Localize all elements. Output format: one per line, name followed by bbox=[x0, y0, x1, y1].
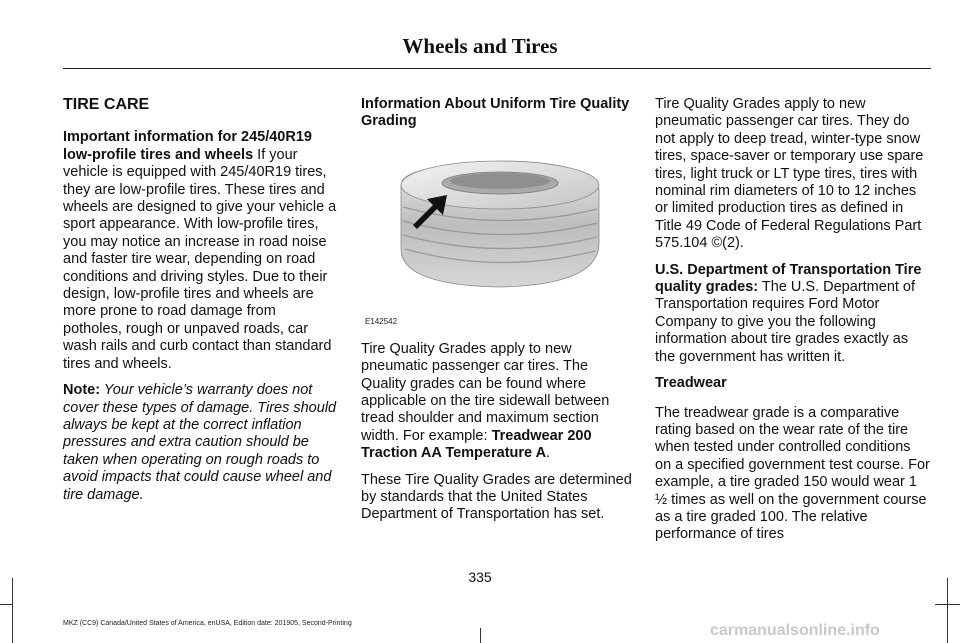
section-heading-tire-care: TIRE CARE bbox=[63, 96, 150, 113]
footer-text: MKZ (CC9) Canada/United States of America, enUSA, Edition date: 201905, Second-Printing bbox=[63, 620, 352, 627]
crop-mark-left-h bbox=[0, 604, 12, 605]
column-1 bbox=[63, 96, 338, 513]
tire-illustration bbox=[361, 137, 636, 312]
header-rule bbox=[63, 68, 931, 69]
section-heading-utqg: Information About Uniform Tire Quality Grading bbox=[361, 96, 630, 130]
paragraph-low-profile bbox=[63, 129, 338, 373]
tire-figure bbox=[361, 137, 636, 326]
paragraph-treadwear: The treadwear grade is a comparative rating based on the wear rate of the tire when tested under controlled conditions on a specified government test course. For example, a tire graded 150 would wear 1 ½ times as well on the government course as a tire graded 100. The relative performance of tires bbox=[655, 404, 930, 543]
note-paragraph bbox=[63, 382, 338, 504]
paragraph-standards: These Tire Quality Grades are determined by standards that the United States Department of Transportation has set. bbox=[361, 471, 632, 523]
watermark: carmanualsonline.info bbox=[710, 622, 880, 639]
page-header-title: Wheels and Tires bbox=[402, 34, 558, 58]
crop-mark-center bbox=[480, 628, 481, 643]
crop-mark-right bbox=[947, 578, 948, 643]
crop-mark-left bbox=[12, 578, 13, 643]
dot-lead: U.S. Department of Transportation Tire quality grades: bbox=[655, 261, 922, 296]
paragraph-applicability: Tire Quality Grades apply to new pneumatic passenger car tires. They do not apply to deep tread, winter-type snow tires, space-saver or temporary use spare tires, light truck or LT type tires, tires with nominal rim diameters of 10 to 12 inches or limited production tires as defined in Title 49 Code of Federal Regulations Part 575.104 ©(2). bbox=[655, 96, 924, 252]
figure-label: E142542 bbox=[365, 316, 398, 326]
paragraph-dot bbox=[655, 262, 930, 366]
example-grade: Treadwear 200 Traction AA Temperature A bbox=[361, 427, 592, 462]
page-number: 335 bbox=[468, 569, 492, 585]
paragraph-quality-grades bbox=[361, 341, 636, 463]
dot-text: The U.S. Department of Transportation requires Ford Motor Company to give you the following information about tire grades exactly as the government has written it. bbox=[655, 279, 916, 365]
note-text: Your vehicle’s warranty does not cover these types of damage. Tires should always be kept at the correct inflation pressures and extra caution should be taken when operating on rough roads to avoid impacts that could cause wheel and tire damage. bbox=[63, 382, 337, 503]
column-2 bbox=[361, 96, 636, 533]
low-profile-text: If your vehicle is equipped with 245/40R19 tires, they are low-profile tires. These tires and wheels are designed to give your vehicle a sport appearance. With low-profile tires, you may notice an increase in road noise and faster tire wear, depending on road conditions and driving styles. Due to their design, low-profile tires and wheels are more prone to road damage from potholes, rough or unpaved roads, car wash rails and curb contact than standard tires and wheels. bbox=[63, 146, 337, 372]
quality-grades-end: . bbox=[546, 445, 551, 462]
low-profile-lead: Important information for 245/40R19 low-profile tires and wheels bbox=[63, 129, 312, 163]
column-3 bbox=[655, 96, 930, 553]
subheading-treadwear: Treadwear bbox=[655, 375, 727, 392]
note-label: Note: bbox=[63, 382, 101, 399]
quality-grades-text: Tire Quality Grades apply to new pneumatic passenger car tires. The Quality grades can be found where applicable on the tire sidewall between tread shoulder and maximum section width. For example: bbox=[361, 340, 610, 444]
crop-mark-right-h bbox=[935, 604, 960, 605]
